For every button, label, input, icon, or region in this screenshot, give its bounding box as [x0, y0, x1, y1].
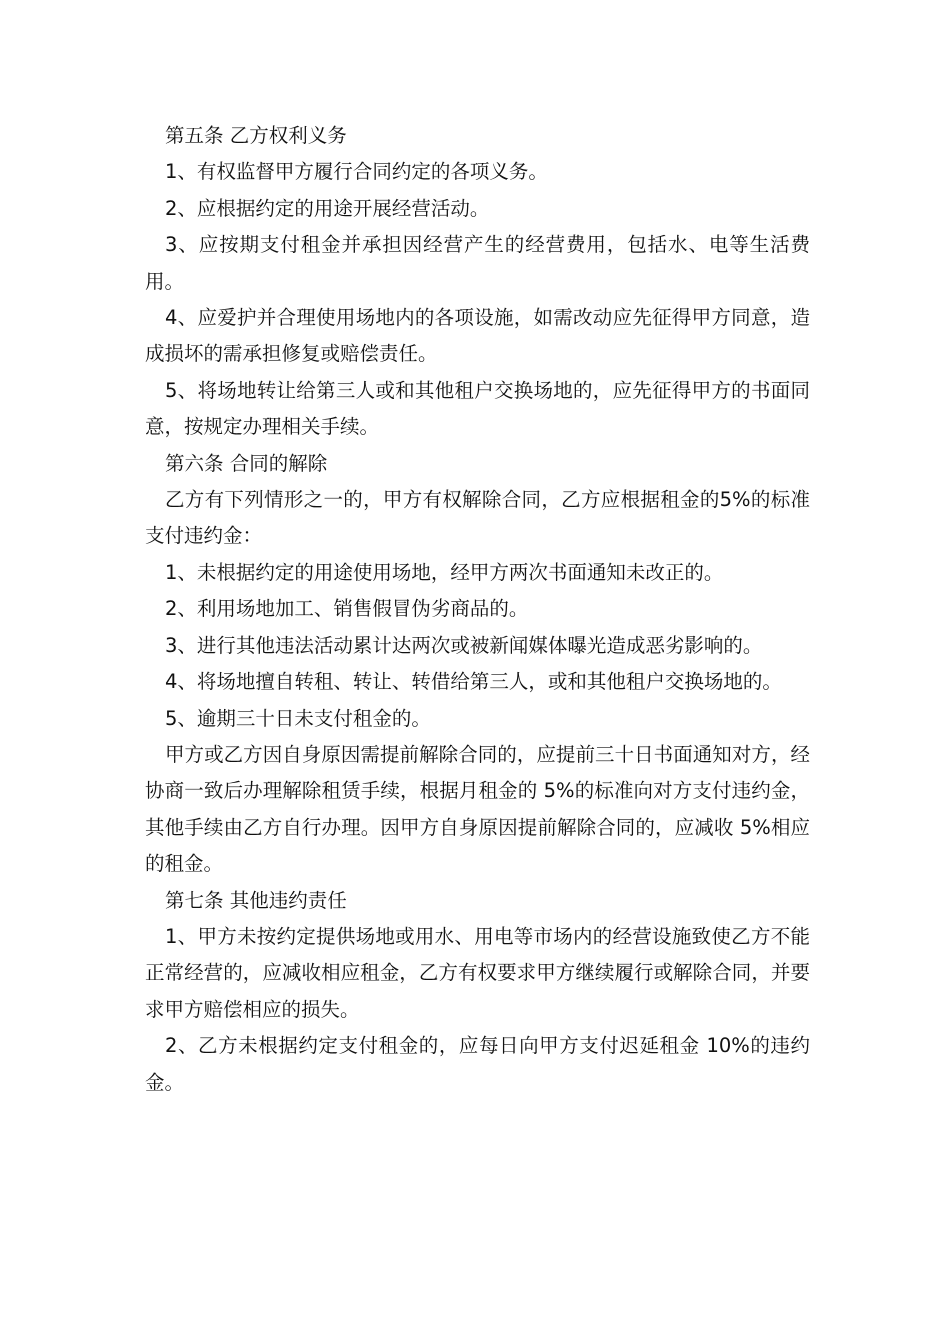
document-body: [145, 118, 810, 1101]
article-6-item-2: 2、利用场地加工、销售假冒伪劣商品的。: [165, 597, 529, 621]
article-7-heading: 第七条 其他违约责任: [165, 888, 347, 912]
article-6-early-termination: 甲方或乙方因自身原因需提前解除合同的，应提前三十日书面通知对方，经协商一致后办理解除租赁手续，根据月租金的 5%的标准向对方支付违约金，其他手续由乙方自行办理。因甲方自身原因提前解除合同的，应减收 5%相应的租金。: [145, 742, 810, 876]
article-5-item-1: 1、有权监督甲方履行合同约定的各项义务。: [165, 160, 548, 184]
article-6-item-3: 3、进行其他违法活动累计达两次或被新闻媒体曝光造成恶劣影响的。: [165, 633, 763, 657]
article-7-item-2: 2、乙方未根据约定支付租金的，应每日向甲方支付迟延租金 10%的违约金。: [145, 1034, 810, 1094]
article-5-item-4: 4、应爱护并合理使用场地内的各项设施，如需改动应先征得甲方同意，造成损坏的需承担修复或赔偿责任。: [145, 306, 810, 366]
article-5-item-3: 3、应按期支付租金并承担因经营产生的经营费用，包括水、电等生活费用。: [145, 233, 810, 293]
article-6-intro: 乙方有下列情形之一的，甲方有权解除合同，乙方应根据租金的5%的标准支付违约金：: [145, 488, 810, 548]
article-6-item-1: 1、未根据约定的用途使用场地，经甲方两次书面通知未改正的。: [165, 560, 724, 584]
article-6-item-4: 4、将场地擅自转租、转让、转借给第三人，或和其他租户交换场地的。: [165, 670, 782, 694]
article-5-heading: 第五条 乙方权利义务: [165, 124, 347, 147]
article-7-item-1: 1、甲方未按约定提供场地或用水、用电等市场内的经营设施致使乙方不能正常经营的，应减收相应租金，乙方有权要求甲方继续履行或解除合同，并要求甲方赔偿相应的损失。: [145, 924, 810, 1021]
article-5-item-2: 2、应根据约定的用途开展经营活动。: [165, 196, 490, 220]
article-5-item-5: 5、将场地转让给第三人或和其他租户交换场地的，应先征得甲方的书面同意，按规定办理相关手续。: [145, 378, 810, 439]
article-6-heading: 第六条 合同的解除: [165, 451, 328, 475]
article-6-item-5: 5、逾期三十日未支付租金的。: [165, 706, 431, 730]
